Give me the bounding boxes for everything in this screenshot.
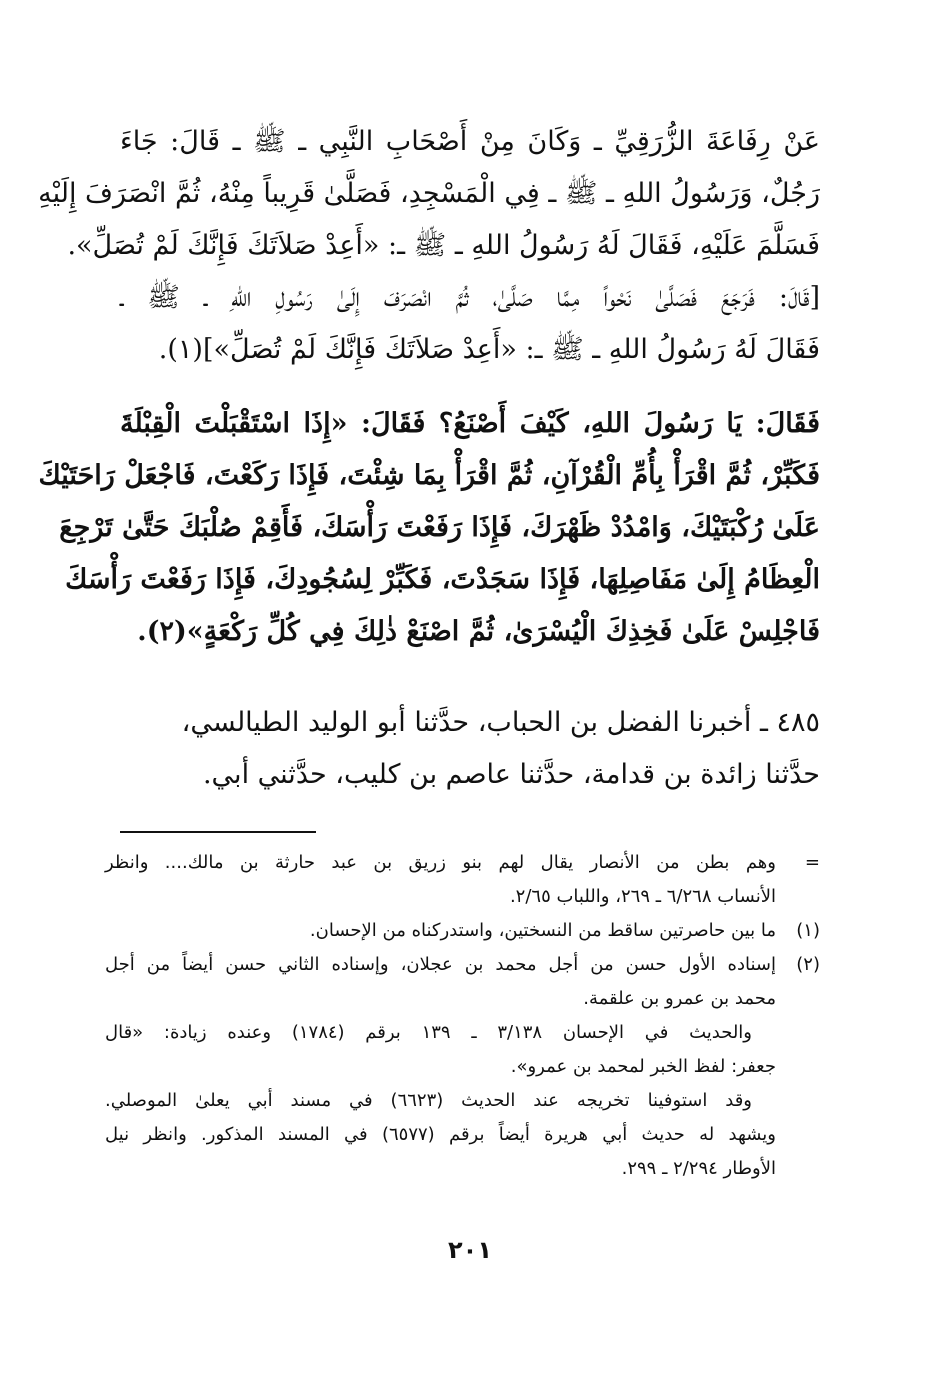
- footnote-line: محمد بن عمرو بن علقمة.: [583, 988, 776, 1009]
- paragraph-1-line: [قَالَ: فَرَجَعَ فَصَلَّىٰ نَحْواً مِمَّا صَلَّىٰ، ثُمَّ انْصَرَفَ إِلَىٰ رَسُولِ اللهِ ـ ﷺ ـ: [120, 282, 820, 313]
- footnote-line: وهم بطن من الأنصار يقال لهم بنو زريق بن عبد حارثة بن مالك.... وانظر: [105, 852, 776, 873]
- footnote-line: إسناده الأول حسن من أجل محمد بن عجلان، وإسناده الثاني حسن أيضاً من أجل: [105, 954, 776, 975]
- footnote-line: جعفر: لفظ الخبر لمحمد بن عمرو».: [510, 1056, 776, 1077]
- paragraph-2: [38, 398, 820, 658]
- hadith-485: [120, 697, 820, 801]
- footnote-mark: =: [804, 852, 820, 873]
- paragraph-1-line: فَقَالَ لَهُ رَسُولُ اللهِ ـ ﷺ ـ: «أَعِدْ صَلاَتَكَ فَإِنَّكَ لَمْ تُصَلِّ»](١).: [158, 334, 820, 365]
- footnote-continuation: [105, 846, 820, 914]
- footnote-1: [105, 914, 820, 948]
- footnote-mark: (٢): [796, 954, 820, 975]
- footnote-line: الأنساب ٦/٢٦٨ ـ ٢٦٩، واللباب ٢/٦٥.: [509, 886, 776, 907]
- hadith-485-line: حدَّثنا زائدة بن قدامة، حدَّثنا عاصم بن كليب، حدَّثني أبي.: [202, 759, 820, 790]
- footnote-2: [105, 948, 820, 1186]
- footnote-mark: (١): [796, 920, 820, 941]
- paragraph-1-line: رَجُلٌ، وَرَسُولُ اللهِ ـ ﷺ ـ فِي الْمَسْجِدِ، فَصَلَّىٰ قَرِيباً مِنْهُ، ثُمَّ انْصَرَفَ إِلَيْهِ: [38, 178, 820, 209]
- paragraph-1: [38, 116, 820, 376]
- footnote-separator: [120, 831, 316, 833]
- footnote-line: والحديث في الإحسان ٣/١٣٨ ـ ١٣٩ برقم (١٧٨٤) وعنده زيادة: «قال: [105, 1022, 753, 1043]
- footnote-line: وقد استوفينا تخريجه عند الحديث (٦٦٢٣) في مسند أبي يعلىٰ الموصلي.: [105, 1090, 752, 1111]
- footnote-line: الأوطار ٢/٢٩٤ ـ ٢٩٩.: [621, 1158, 776, 1179]
- hadith-485-line: ٤٨٥ ـ أخبرنا الفضل بن الحباب، حدَّثنا أبو الوليد الطيالسي،: [181, 707, 820, 738]
- page-number: ٢٠١: [448, 1236, 492, 1264]
- paragraph-2-line: فَقَالَ: يَا رَسُولَ اللهِ، كَيْفَ أَصْنَعُ؟ فَقَالَ: «إِذَا اسْتَقْبَلْتَ الْقِبْلَةَ: [120, 408, 820, 439]
- paragraph-2-line: فَكَبِّرْ، ثُمَّ اقْرَأْ بِأُمِّ الْقُرْآنِ، ثُمَّ اقْرَأْ بِمَا شِئْتَ، فَإِذَا رَكَعْتَ، فَاجْعَلْ رَاحَتَيْكَ: [38, 460, 820, 491]
- paragraph-2-line: فَاجْلِسْ عَلَىٰ فَخِذِكَ الْيُسْرَىٰ، ثُمَّ اصْنَعْ ذٰلِكَ فِي كُلِّ رَكْعَةٍ»(٢).: [137, 616, 820, 647]
- paragraph-1-line: فَسَلَّمَ عَلَيْهِ، فَقَالَ لَهُ رَسُولُ اللهِ ـ ﷺ ـ: «أَعِدْ صَلاَتَكَ فَإِنَّكَ لَمْ تُصَلِّ».: [67, 230, 820, 261]
- paragraph-1-line: عَنْ رِفَاعَةَ الزُّرَقِيِّ ـ وَكَانَ مِنْ أَصْحَابِ النَّبِي ـ ﷺ ـ قَالَ: جَاءَ: [120, 126, 820, 157]
- footnotes: [105, 846, 820, 1186]
- paragraph-2-line: الْعِظَامُ إِلَىٰ مَفَاصِلِهَا، فَإِذَا سَجَدْتَ، فَكَبِّرْ لِسُجُودِكَ، فَإِذَا رَفَعْتَ رَأْسَكَ: [65, 564, 820, 595]
- footnote-line: ما بين حاصرتين ساقط من النسختين، واستدركناه من الإحسان.: [309, 920, 776, 941]
- footnote-line: ويشهد له حديث أبي هريرة أيضاً برقم (٦٥٧٧) في المسند المذكور. وانظر نيل: [105, 1124, 776, 1145]
- paragraph-2-line: عَلَىٰ رُكْبَتَيْكَ، وَامْدُدْ ظَهْرَكَ، فَإِذَا رَفَعْتَ رَأْسَكَ، فَأَقِمْ صُلْبَكَ حَتَّىٰ تَرْجِعَ: [59, 512, 820, 543]
